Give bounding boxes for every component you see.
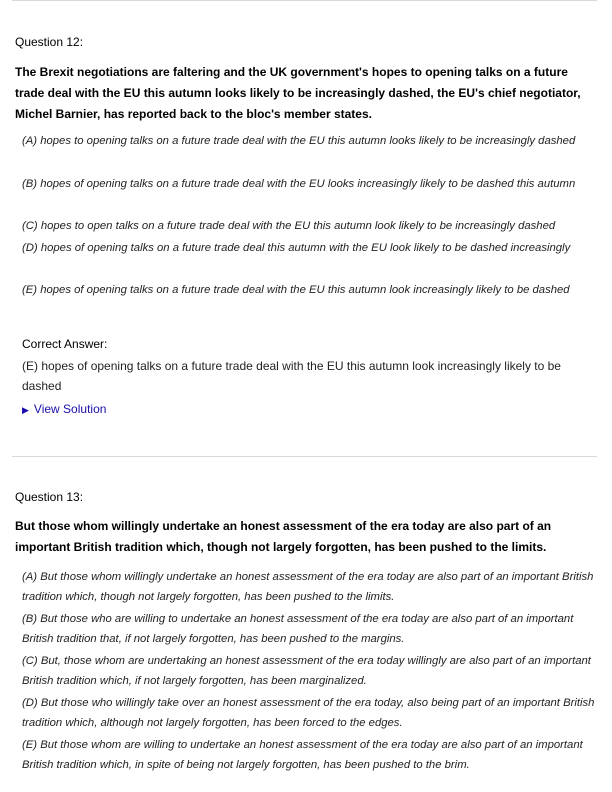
question-12-answer-label: Correct Answer:	[22, 337, 108, 351]
question-12-label: Question 12:	[15, 35, 84, 49]
question-12-text: The Brexit negotiations are faltering and the UK government's hopes to opening talks on a future trade deal with the EU this autumn looks likely to be increasingly dashed, the EU's chief negotiator, Michel Barnier, has reported back to the bloc's member states.	[15, 65, 581, 121]
question-13-text: But those whom willingly undertake an honest assessment of the era today are also part of an important British tradition which, though not largely forgotten, has been pushed to the limits.	[15, 519, 552, 554]
expand-triangle-icon: ▶	[22, 405, 29, 415]
question-12-view-solution-link[interactable]	[22, 401, 106, 418]
question-12-option-e[interactable]: (E) hopes of opening talks on a future trade deal with the EU this autumn look increasingly likely to be dashed	[22, 284, 570, 296]
question-13-label: Question 13:	[15, 490, 84, 504]
question-12-answer-text: (E) hopes of opening talks on a future trade deal with the EU this autumn look increasingly likely to be dashed	[22, 359, 561, 393]
question-13-option-c[interactable]: (C) But, those whom are undertaking an honest assessment of the era today willingly are also part of an important British tradition which, if not largely forgotten, has been marginalized.	[22, 655, 591, 687]
question-13-option-b[interactable]: (B) But those who are willing to undertake an honest assessment of the era today are also part of an important British tradition that, if not largely forgotten, has been pushed to the margins.	[22, 613, 574, 645]
top-divider	[12, 0, 597, 1]
question-13-option-a[interactable]: (A) But those whom willingly undertake an honest assessment of the era today are also part of an important British tradition which, though not largely forgotten, has been pushed to the limits.	[22, 571, 594, 603]
question-13-option-e[interactable]: (E) But those whom are willing to undertake an honest assessment of the era today are also part of an important British tradition which, in spite of being not largely forgotten, has been pushed to the brim.	[22, 739, 583, 771]
question-12-option-a[interactable]: (A) hopes to opening talks on a future trade deal with the EU this autumn looks likely to be increasingly dashed	[22, 135, 576, 147]
question-12-option-d[interactable]: (D) hopes of opening talks on a future trade deal this autumn with the EU look likely to be dashed increasingly	[22, 242, 571, 254]
view-solution-label: View Solution	[33, 402, 107, 416]
question-12-option-b[interactable]: (B) hopes of opening talks on a future trade deal with the EU looks increasingly likely to be dashed this autumn	[22, 178, 576, 190]
question-13-option-d[interactable]: (D) But those who willingly take over an honest assessment of the era today, also being part of an important British tradition which, although not largely forgotten, has been forced to the edges.	[22, 697, 595, 729]
question-12-option-c[interactable]: (C) hopes to open talks on a future trade deal with the EU this autumn look likely to be increasingly dashed	[22, 220, 556, 232]
question-divider	[12, 456, 597, 457]
